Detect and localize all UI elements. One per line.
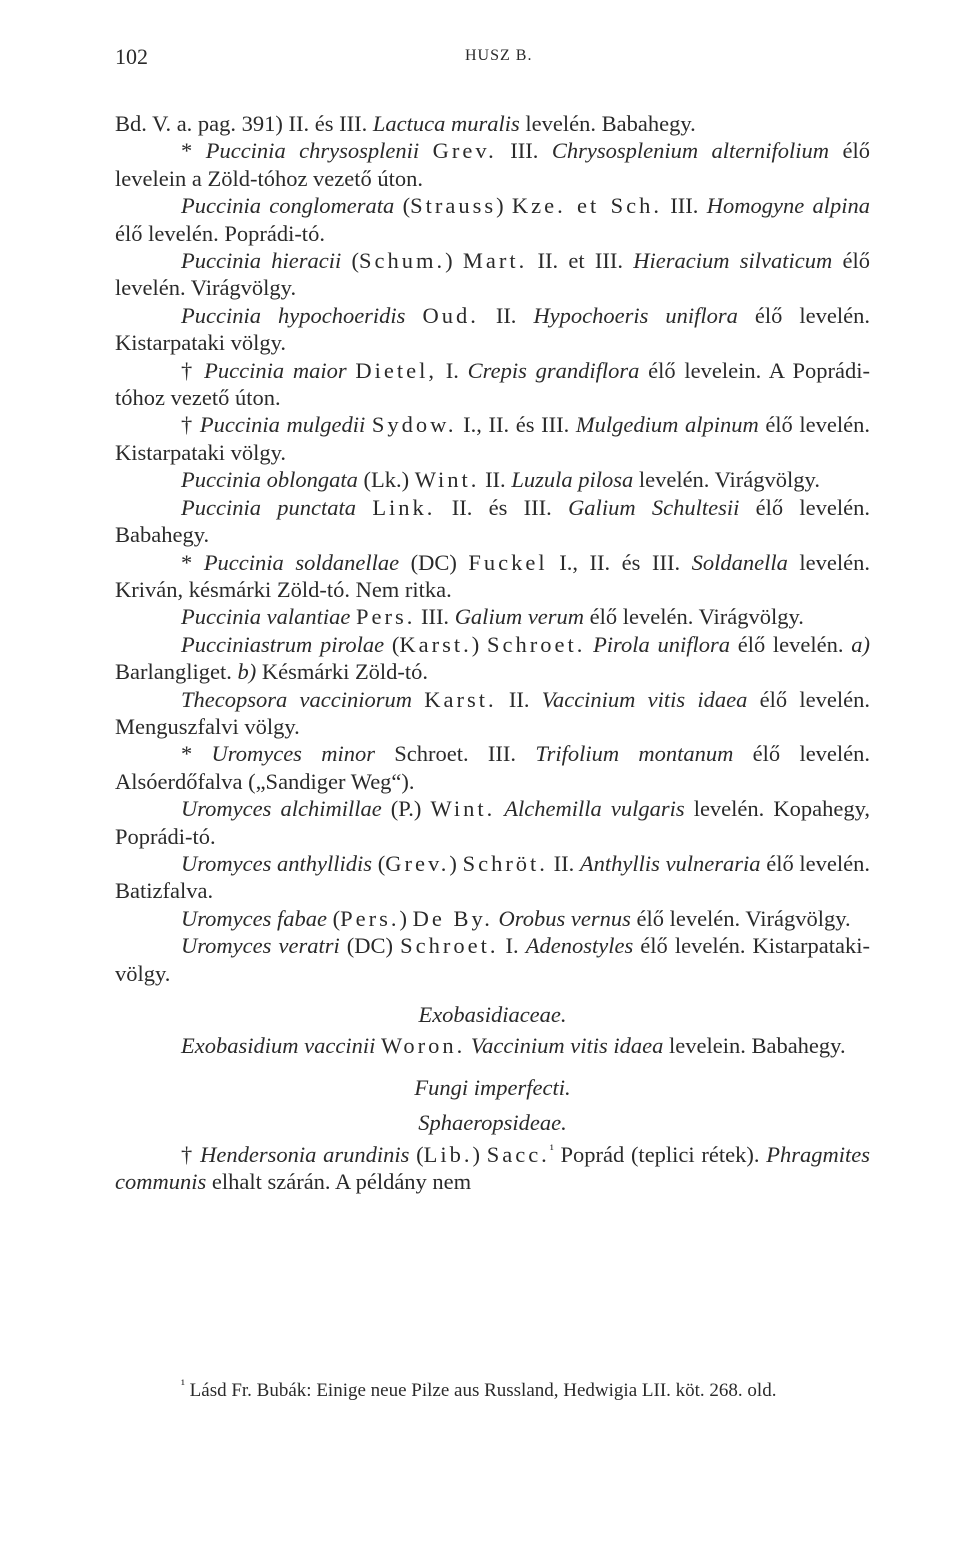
text-run: (: [409, 1141, 424, 1167]
text-run: (: [327, 905, 341, 931]
text-run: élő levelein a Zöld-tóhoz vezető úton.: [115, 138, 870, 191]
paragraph: [115, 1141, 870, 1196]
text-run: II.: [478, 302, 534, 328]
section-heading: [115, 1001, 870, 1028]
text-run: III.: [496, 138, 552, 164]
text-run: Grev.: [432, 138, 497, 164]
text-run: Lib.: [423, 1141, 473, 1167]
text-run: I.: [437, 357, 468, 383]
text-run: (Lk.): [357, 467, 415, 493]
italic-text: Uromyces alchimillae: [181, 796, 382, 822]
text-run: élő levelén. Virágvölgy.: [630, 905, 851, 931]
text-run: (: [341, 248, 359, 274]
text-run: levelén. Babahegy.: [519, 111, 696, 136]
text-run: III.: [415, 604, 455, 630]
text-run: II.: [496, 686, 542, 712]
text-run: [356, 495, 372, 520]
text-run: élő levelén. Virágvölgy.: [115, 248, 870, 301]
text-run: [495, 796, 504, 821]
text-run: élő levelén. Poprádi-tó.: [115, 220, 325, 246]
text-run: levelén. Kopahegy, Poprádi-tó.: [115, 796, 870, 849]
paragraph: [115, 850, 870, 905]
text-run: [405, 303, 422, 328]
text-run: Schroet. III.: [374, 741, 536, 767]
text-run: (: [372, 850, 386, 876]
italic-text: Soldanella: [691, 549, 788, 575]
text-run: (: [394, 193, 411, 219]
text-run: (DC): [399, 549, 469, 575]
italic-text: Adenostyles: [525, 933, 634, 959]
italic-text: Uromyces anthyllidis: [181, 850, 373, 876]
paragraph: [115, 1032, 870, 1059]
text-run: Schroet.: [400, 933, 499, 959]
text-run: Schröt.: [462, 850, 548, 876]
page-header: [115, 44, 872, 76]
text-run: III.: [661, 193, 707, 219]
italic-text: Puccinia conglomerata: [181, 193, 395, 219]
italic-text: Phragmites communis: [115, 1141, 870, 1195]
paragraph: [115, 905, 870, 932]
text-run: †: [181, 1141, 201, 1167]
italic-text: Galium verum: [454, 604, 585, 630]
italic-text: Fungi imperfecti.: [414, 1074, 571, 1100]
text-run: †: [181, 357, 205, 383]
paragraph: [115, 631, 870, 686]
text-run: Schum.: [358, 248, 446, 274]
paragraph: [115, 302, 870, 357]
text-run: élő levelén. Batizfalva.: [115, 850, 870, 904]
italic-text: Exobasidium vaccinii: [181, 1033, 376, 1059]
italic-text: Sphaeropsideae.: [418, 1110, 567, 1136]
italic-text: Exobasidiaceae.: [418, 1002, 567, 1027]
text-run: De By.: [412, 905, 493, 931]
text-run: II. és III.: [435, 494, 569, 520]
text-run: Sacc.: [486, 1141, 550, 1167]
text-run: ): [445, 248, 463, 274]
text-run: ): [472, 1141, 487, 1167]
text-run: Sydow.: [371, 412, 457, 438]
paragraph: [115, 549, 870, 604]
text-run: Kze. et Sch.: [511, 193, 662, 219]
text-run: ): [449, 850, 463, 876]
italic-text: Hendersonia arundinis: [200, 1141, 410, 1167]
text-run: élő levelein. A Poprádi-tóhoz vezető úton.: [115, 357, 870, 411]
text-run: †: [181, 412, 200, 438]
text-run: [365, 412, 372, 437]
text-run: élő levelén.: [729, 631, 852, 657]
text-run: Wint.: [430, 796, 496, 822]
footnote-marker: ¹: [181, 1376, 185, 1392]
italic-text: Pirola uniflora: [593, 631, 730, 657]
italic-text: Crepis grandiflora: [467, 357, 640, 383]
text-run: Pers.: [355, 604, 416, 630]
text-run: Fuckel: [468, 549, 548, 575]
paragraph: [115, 192, 870, 247]
paragraph: [115, 247, 870, 302]
text-run: Oud.: [422, 302, 479, 328]
italic-text: a): [851, 631, 871, 657]
paragraph: [115, 603, 870, 630]
text-run: (DC): [339, 933, 401, 959]
italic-text: Uromyces fabae: [181, 905, 327, 931]
italic-text: Thecopsora vacciniorum: [181, 686, 412, 712]
paragraph: [115, 466, 870, 493]
italic-text: Luzula pilosa: [511, 467, 634, 493]
text-run: I.: [498, 933, 526, 959]
text-run: II. et III.: [527, 248, 634, 274]
italic-text: Pucciniastrum pirolae: [181, 631, 385, 657]
text-run: [585, 632, 593, 657]
running-head: HUSZ B.: [465, 47, 533, 64]
text-run: II.: [479, 467, 512, 493]
text-run: Wint.: [414, 467, 480, 493]
text-run: Link.: [372, 494, 436, 520]
text-run: Barlangliget.: [115, 659, 238, 685]
text-run: elhalt szárán. A példány nem: [206, 1169, 472, 1195]
paragraph: [115, 137, 870, 192]
italic-text: Mulgedium alpinum: [575, 412, 759, 438]
text-run: élő levelén. Kistarpataki völgy.: [115, 302, 870, 356]
italic-text: Vaccinium vitis idaea: [470, 1033, 664, 1059]
paragraph: [115, 795, 870, 850]
text-run: élő levelén. Menguszfalvi völgy.: [115, 686, 870, 739]
italic-text: Puccinia chrysosplenii: [205, 138, 420, 164]
text-run: (: [384, 631, 400, 657]
italic-text: Puccinia punctata: [181, 494, 357, 520]
text-run: élő levelén. Babahegy.: [115, 494, 871, 548]
text-run: [419, 138, 432, 163]
paragraph: [115, 357, 870, 412]
text-run: I., II. és III.: [456, 412, 576, 438]
text-run: Strauss: [410, 193, 497, 219]
text-run: levelén. Kriván, késmárki Zöld-tó. Nem ritka.: [115, 549, 871, 602]
italic-text: Puccinia hypochoeridis: [181, 302, 406, 328]
text-run: levelén. Virágvölgy.: [633, 467, 820, 493]
paragraph: [115, 411, 870, 466]
text-run: ): [399, 905, 413, 931]
paragraph: [115, 740, 870, 795]
italic-text: Puccinia soldanellae: [203, 549, 400, 575]
italic-text: Vaccinium vitis idaea: [541, 686, 748, 712]
body-text: [115, 110, 870, 1195]
italic-text: Anthyllis vulneraria: [579, 850, 761, 876]
italic-text: Trifolium montanum: [535, 741, 734, 767]
paragraph: [115, 494, 870, 549]
italic-text: Puccinia maior: [204, 357, 347, 383]
text-run: Schroet.: [486, 631, 586, 657]
text-run: élő levelén. Alsóerdőfalva („Sandiger Weg“).: [115, 741, 871, 794]
italic-text: Alchemilla vulgaris: [504, 796, 685, 822]
section-heading: [115, 1074, 870, 1101]
italic-text: Puccinia mulgedii: [199, 412, 366, 438]
text-run: Pers.: [340, 905, 400, 931]
text-run: élő levelén. Virágvölgy.: [584, 604, 804, 630]
footnote-area: [115, 1378, 870, 1403]
italic-text: Homogyne alpina: [706, 193, 871, 219]
text-run: *: [181, 741, 212, 767]
paragraph: [115, 686, 870, 741]
text-run: Woron.: [380, 1033, 466, 1059]
italic-text: Puccinia valantiae: [181, 604, 351, 630]
text-run: ): [471, 631, 487, 657]
footnote: [115, 1378, 870, 1403]
italic-text: Puccinia hieracii: [181, 248, 342, 274]
italic-text: Chrysosplenium alternifolium: [551, 138, 830, 164]
italic-text: Hieracium silvaticum: [633, 248, 833, 274]
text-run: Dietel,: [355, 357, 438, 383]
text-run: Grev.: [385, 850, 450, 876]
text-run: II.: [547, 850, 580, 876]
text-run: élő levelén. Kistarpataki völgy.: [115, 412, 871, 465]
text-run: Karst.: [424, 686, 497, 712]
text-run: Poprád (teplici rétek).: [553, 1141, 767, 1167]
italic-text: Uromyces veratri: [181, 933, 340, 959]
footnote-text: Lásd Fr. Bubák: Einige neue Pilze aus Russland, Hedwigia LII. köt. 268. old.: [189, 1380, 777, 1401]
text-run: *: [181, 138, 206, 164]
section-heading: [115, 1109, 870, 1136]
text-run: *: [181, 549, 204, 575]
page-number: 102: [115, 44, 148, 69]
italic-text: Puccinia oblongata: [181, 467, 358, 493]
italic-text: Galium Schultesii: [568, 494, 740, 520]
paragraph: [115, 110, 870, 137]
text-run: ): [496, 193, 512, 219]
footnote-ref: ¹: [549, 1141, 554, 1157]
italic-text: Orobus vernus: [498, 905, 631, 931]
italic-text: Uromyces minor: [211, 741, 375, 767]
text-run: Késmárki Zöld-tó.: [256, 659, 429, 685]
italic-text: Lactuca muralis: [372, 111, 520, 136]
text-run: [412, 687, 424, 712]
text-run: Mart.: [462, 248, 528, 274]
text-run: I., II. és III.: [547, 549, 692, 575]
text-run: élő levelén. Kistarpataki-völgy.: [115, 933, 870, 986]
italic-text: Hypochoeris uniflora: [533, 302, 738, 328]
italic-text: b): [237, 659, 257, 685]
text-run: Karst.: [399, 631, 472, 657]
paragraph: [115, 932, 870, 987]
text-run: Bd. V. a. pag. 391) II. és III.: [115, 111, 373, 136]
text-run: (P.): [381, 796, 431, 822]
text-run: levelein. Babahegy.: [663, 1033, 846, 1059]
